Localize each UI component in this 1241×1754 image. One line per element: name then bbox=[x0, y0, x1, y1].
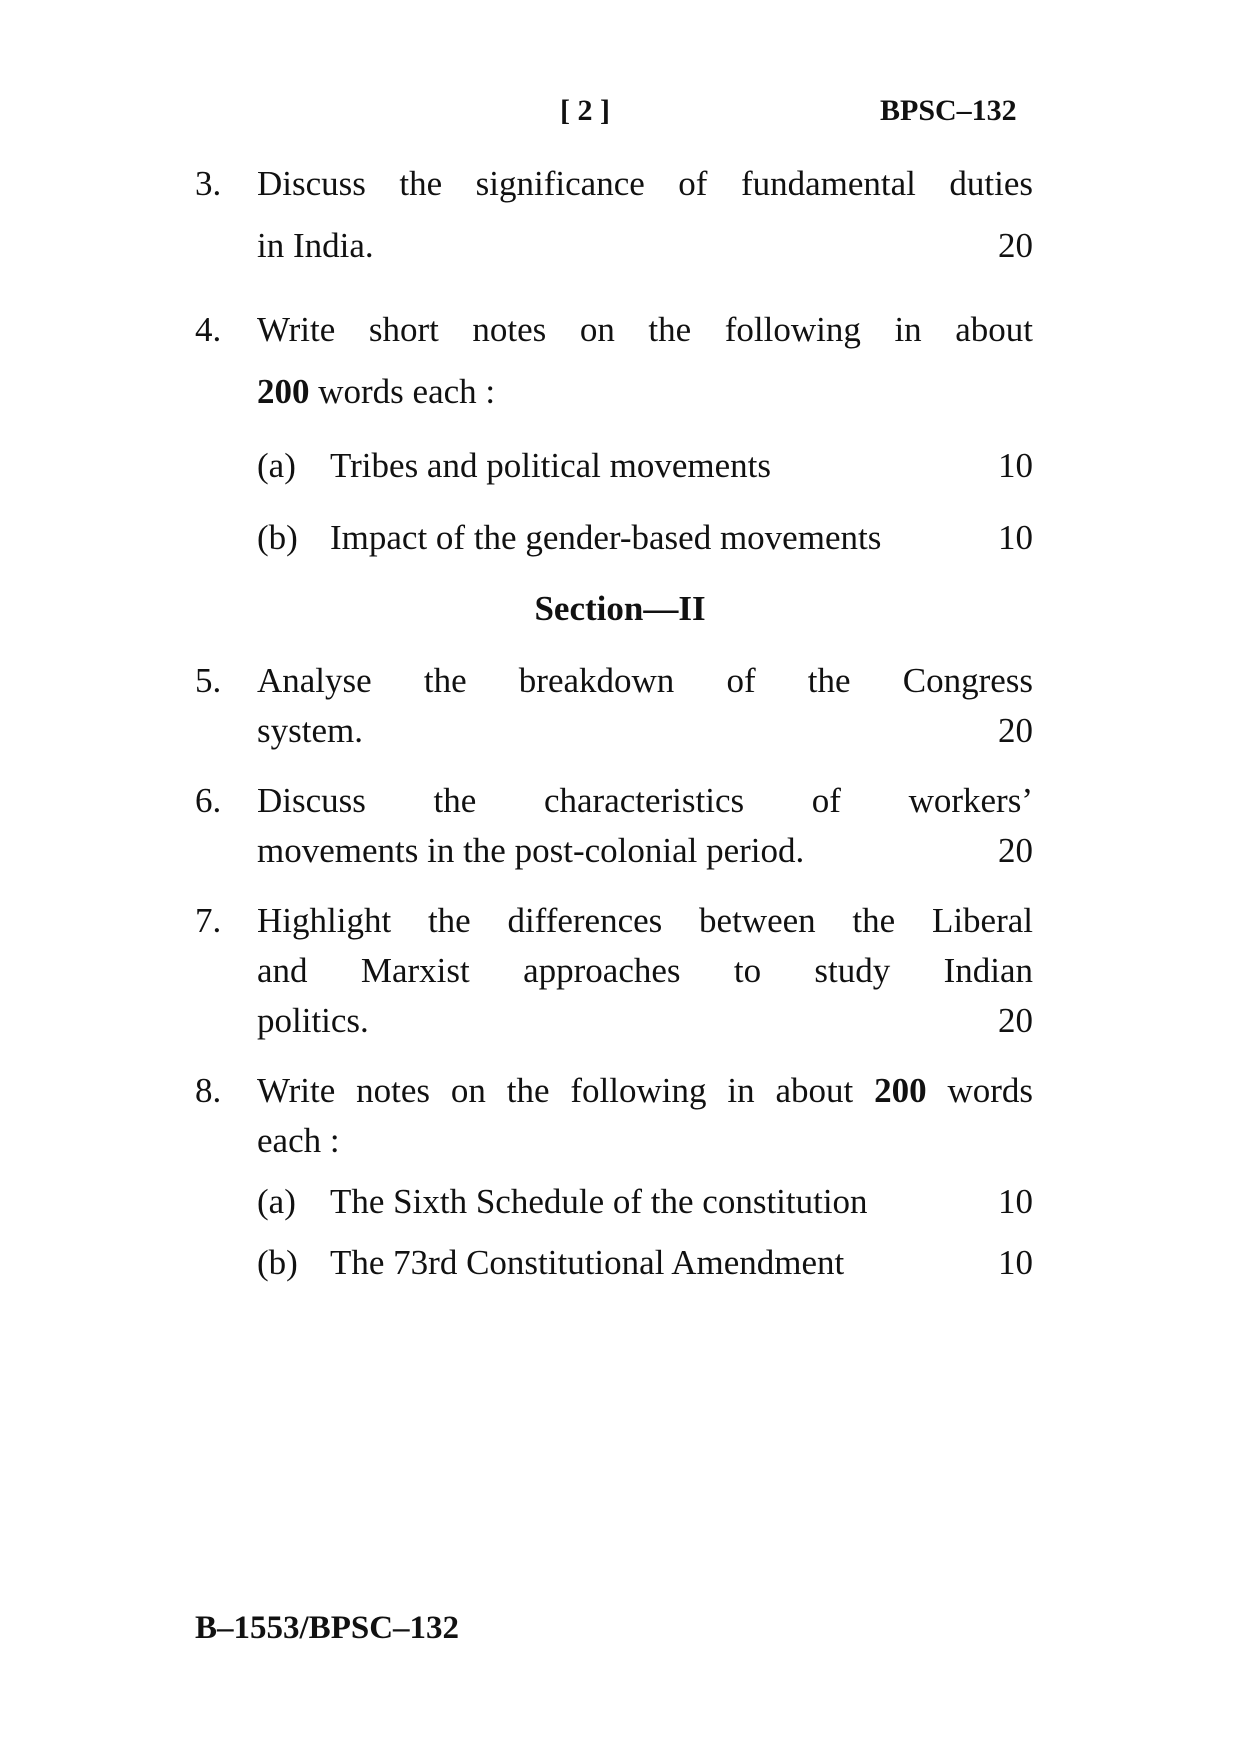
q3-line1: Discuss the significance of fundamental duties bbox=[257, 164, 1033, 203]
q8a-marks: 10 bbox=[998, 1182, 1033, 1221]
q4b-text: Impact of the gender-based movements bbox=[330, 518, 882, 557]
q4a-label: (a) bbox=[257, 446, 296, 485]
q5-line1: Analyse the breakdown of the Congress bbox=[257, 661, 1033, 700]
q8a-text: The Sixth Schedule of the constitution bbox=[330, 1182, 868, 1221]
q4-line2-rest: words each : bbox=[309, 372, 496, 411]
q3-marks: 20 bbox=[998, 226, 1033, 265]
q7-line2: and Marxist approaches to study Indian bbox=[257, 951, 1033, 990]
q4a-text: Tribes and political movements bbox=[330, 446, 772, 485]
section-title: Section—II bbox=[534, 589, 706, 628]
q4b-label: (b) bbox=[257, 518, 298, 557]
q7-number: 7. bbox=[195, 901, 222, 940]
q8-line1 bbox=[257, 1073, 1033, 1108]
q8b-marks: 10 bbox=[998, 1243, 1033, 1282]
q6-line1: Discuss the characteristics of workers’ bbox=[257, 781, 1033, 820]
q3-line2: in India. bbox=[257, 226, 374, 265]
q8-word-count: 200 bbox=[874, 1071, 927, 1110]
q5-number: 5. bbox=[195, 661, 222, 700]
q4b-marks: 10 bbox=[998, 518, 1033, 557]
q7-line3: politics. bbox=[257, 1001, 369, 1040]
q8b-label: (b) bbox=[257, 1243, 298, 1282]
q5-marks: 20 bbox=[998, 711, 1033, 750]
footer-code: B–1553/BPSC–132 bbox=[195, 1610, 460, 1646]
q4-number: 4. bbox=[195, 310, 222, 349]
q6-marks: 20 bbox=[998, 831, 1033, 870]
q8-number: 8. bbox=[195, 1071, 222, 1110]
q7-line1: Highlight the differences between the Liberal bbox=[257, 901, 1033, 940]
q5-line2: system. bbox=[257, 711, 363, 750]
q7-marks: 20 bbox=[998, 1001, 1033, 1040]
q6-line2: movements in the post-colonial period. bbox=[257, 831, 805, 870]
q4-word-count: 200 bbox=[257, 372, 310, 411]
q6-number: 6. bbox=[195, 781, 222, 820]
paper-code: BPSC–132 bbox=[880, 94, 1017, 127]
q8b-text: The 73rd Constitutional Amendment bbox=[330, 1243, 845, 1282]
q8-line1-pre: Write notes on the following in about bbox=[257, 1071, 875, 1110]
q8a-label: (a) bbox=[257, 1182, 296, 1221]
q4-line1: Write short notes on the following in about bbox=[257, 310, 1033, 349]
q4-line2 bbox=[257, 374, 495, 409]
q8-line1-post: words bbox=[926, 1071, 1033, 1110]
page-number: [ 2 ] bbox=[560, 94, 610, 127]
q8-line2: each : bbox=[257, 1121, 340, 1160]
q3-number: 3. bbox=[195, 164, 222, 203]
q4a-marks: 10 bbox=[998, 446, 1033, 485]
